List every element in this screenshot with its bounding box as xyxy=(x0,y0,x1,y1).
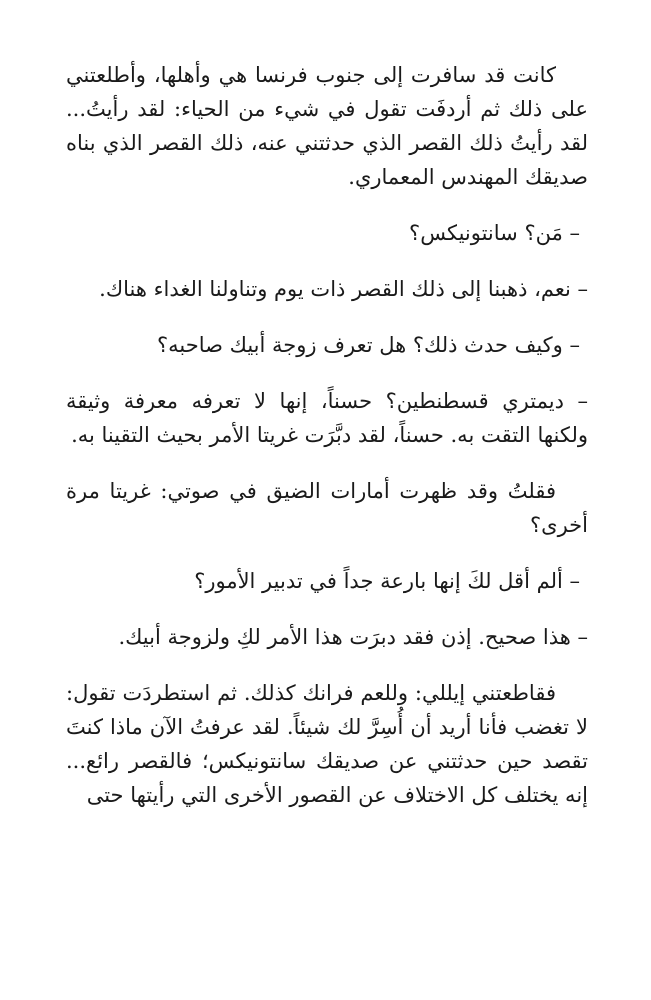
dialogue-line: – مَن؟ سانتونيكس؟ xyxy=(409,221,580,245)
narrative-paragraph: فقلتُ وقد ظهرت أمارات الضيق في صوتي: غريتا مرة أخرى؟ xyxy=(66,479,588,537)
book-page xyxy=(66,58,588,812)
dialogue-line: – ألم أقل لكَ إنها بارعة جداً في تدبير الأمور؟ xyxy=(194,569,580,593)
narrative-paragraph: كانت قد سافرت إلى جنوب فرنسا هي وأهلها، وأطلعتني على ذلك ثم أردفَت تقول في شيء من الحياء: لقد رأيتُ... لقد رأيتُ ذلك القصر الذي حدثتني عنه، ذلك القصر الذي بناه صديقك المهندس المعماري. xyxy=(66,63,588,189)
dialogue-line: – نعم، ذهبنا إلى ذلك القصر ذات يوم وتناولنا الغداء هناك. xyxy=(99,277,588,301)
dialogue-line: – هذا صحيح. إذن فقد دبرَت هذا الأمر لكِ ولزوجة أبيك. xyxy=(118,625,588,649)
narrative-paragraph: فقاطعتني إيللي: وللعم فرانك كذلك. ثم استطردَت تقول: لا تغضب فأنا أريد أن أُسِرَّ لك شيئاً. لقد عرفتُ الآن ماذا كنتَ تقصد حين حدثتني عن صديقك سانتونيكس؛ فالقصر رائع... إنه يختلف كل الاختلاف عن القصور الأخرى التي رأيتها حتى xyxy=(66,681,588,807)
dialogue-line: – ديمتري قسطنطين؟ حسناً، إنها لا تعرفه معرفة وثيقة ولكنها التقت به. حسناً، لقد دبَّرَت غريتا الأمر بحيث التقينا به. xyxy=(66,389,588,447)
dialogue-line: – وكيف حدث ذلك؟ هل تعرف زوجة أبيك صاحبه؟ xyxy=(157,333,580,357)
